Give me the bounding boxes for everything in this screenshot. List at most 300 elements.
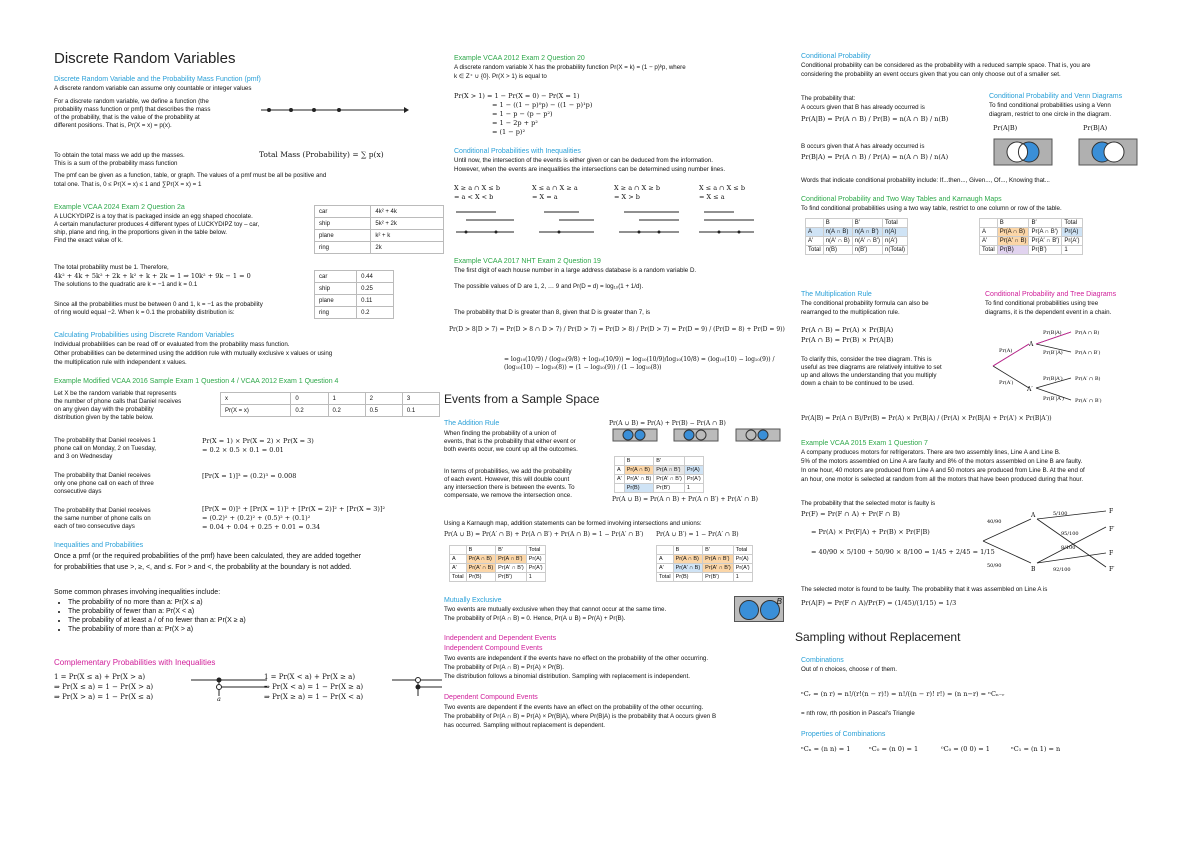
section-heading: Independent and Dependent Events (444, 635, 557, 642)
venn-label: Pr(B|A) (1083, 124, 1108, 132)
table-cell: plane (315, 295, 357, 307)
tree-label: Pr(A′) (999, 380, 1014, 386)
text: In one hour, 40 motors are produced from Line A and 50 motors are produced from Line B. At the end of (801, 467, 1085, 474)
table-cell: Pr(A) (526, 555, 545, 564)
table-cell (615, 457, 625, 466)
table-cell (980, 219, 998, 228)
table-cell: n(A′ ∩ B′) (852, 237, 882, 246)
table-row (806, 219, 908, 228)
text: Some common phrases involving inequalities include: (54, 589, 221, 596)
equation: ⇒ Pr(X > a) = 1 − Pr(X ≤ a) (54, 693, 154, 701)
tree-label: Pr(B′|A′) (1043, 396, 1064, 402)
table-row (657, 546, 753, 555)
question-2 (54, 472, 194, 496)
case-4 (699, 184, 745, 202)
table-cell: 0.2 (291, 405, 328, 417)
table-cell: A′ (615, 475, 625, 484)
text: The probability that Daniel receives (54, 507, 151, 514)
table-cell: Total (657, 573, 674, 582)
tree-label: Pr(B|A) (1043, 330, 1062, 336)
property: ⁿC₁ = (n 1) = n (1011, 745, 1061, 753)
text: the same number of phone calls on (54, 515, 151, 522)
pmf-definition (54, 98, 259, 130)
table-cell: Pr(A′ ∩ B′) (496, 564, 527, 573)
table-cell: Pr(B) (997, 246, 1029, 255)
text: ship, plane and ring, in the proportions given in the table below. (54, 229, 228, 236)
list-item: • The probability of more than a: Pr(X > a) (68, 625, 246, 634)
text: A LUCKYDIPZ is a toy that is packaged inside an egg shaped chocolate. (54, 213, 253, 220)
tree-node: F (1109, 550, 1114, 557)
table-row (657, 555, 753, 564)
motor-tree-diagram (981, 505, 1146, 577)
answer-1 (202, 437, 314, 455)
mutually-exclusive-venn (734, 596, 784, 622)
table-row (450, 564, 546, 573)
text: events, that is the probability that either event or (444, 438, 576, 445)
table-cell: k² + k (371, 230, 444, 242)
property: ⁰C₀ = (0 0) = 1 (941, 745, 990, 753)
equation: X ≤ a ∩ X ≥ a (532, 184, 578, 192)
tree-label: Pr(A′ ∩ B′) (1075, 398, 1102, 404)
table-cell: Pr(A ∩ B′) (496, 555, 527, 564)
table-cell: Pr(B) (466, 573, 496, 582)
table-row (657, 564, 753, 573)
table-cell: A′ (657, 564, 674, 573)
addition-rule-text (444, 430, 609, 454)
text: considering the probability an event occurs given that you can only choose out of a smaller set. (801, 71, 1061, 78)
table-cell: Pr(B) (673, 573, 703, 582)
number-line-diagrams (454, 206, 794, 240)
table-row (980, 219, 1083, 228)
table-row (615, 466, 704, 475)
table-header: Pr(X = x) (221, 405, 291, 417)
table-cell: n(A′) (883, 237, 908, 246)
table-cell: 2 (365, 393, 402, 405)
table-row (315, 283, 394, 295)
text: only one phone call on each of three (54, 480, 154, 487)
text: The probability that the selected motor is faulty is (801, 500, 936, 507)
karnaugh-map-1 (614, 456, 704, 493)
table-cell: 1 (526, 573, 545, 582)
derivation (454, 92, 592, 137)
tree-node: A′ (1027, 386, 1033, 393)
table-cell: B (673, 546, 703, 555)
table-cell: 0.2 (328, 405, 365, 417)
text: Find the exact value of k. (54, 237, 123, 244)
total-mass-formula: Total Mass (Probability) = ∑ p(x) (259, 150, 384, 159)
table-cell: n(A) (883, 228, 908, 237)
table-row (315, 206, 444, 218)
table-cell: Pr(A) (1062, 228, 1082, 237)
section-heading: The Addition Rule (444, 420, 500, 427)
text: phone call on Monday, 2 on Tuesday, (54, 445, 156, 452)
equation: Pr(A ∪ B) = Pr(A′ ∩ B) + Pr(A ∩ B′) + Pr(A ∩ B) = 1 − Pr(A′ ∩ B′) (444, 531, 644, 538)
table-row (806, 228, 908, 237)
tree-node: F′ (1109, 526, 1115, 533)
phone-call-distribution-table (220, 392, 440, 417)
table-cell: 0.44 (357, 271, 394, 283)
text: The probability of Pr(A ∩ B) = Pr(A) × Pr(B|A), where Pr(B|A) is the probability that A occurs given B (444, 713, 717, 720)
table-cell: A (980, 228, 998, 237)
text: of ring would equal −2. When k = 0.1 the probability distribution is: (54, 309, 235, 316)
table-cell (450, 546, 467, 555)
section-heading: Properties of Combinations (801, 731, 886, 738)
table-cell: Pr(B′) (703, 573, 734, 582)
text: Conditional probability can be considered as the probability with a reduced sample space. That is, you are (801, 62, 1091, 69)
table-cell: Total (733, 546, 752, 555)
text: of the probability, that is the value of the probability at (54, 114, 200, 121)
text: The total probability must be 1. Therefore, (54, 264, 169, 271)
circle-a (739, 600, 759, 620)
complement-right (264, 672, 363, 702)
table-cell: Pr(A ∩ B) (624, 466, 654, 475)
table-cell: 1 (684, 484, 703, 493)
multiplication-text (801, 356, 976, 388)
text: B occurs given that A has already occurred is (801, 143, 925, 150)
venn-label: Pr(A|B) (993, 124, 1018, 132)
table-cell: Pr(A′ ∩ B′) (654, 475, 685, 484)
text: different positions. That is, Pr(X = x) = p(x). (54, 122, 172, 129)
label-a: a (217, 695, 221, 703)
table-cell: 5k² + 2k (371, 218, 444, 230)
example-heading: Example VCAA 2015 Exam 1 Question 7 (801, 440, 928, 447)
table-cell: ring (315, 242, 371, 254)
section-title: Sampling without Replacement (795, 630, 961, 644)
combination-formula: ⁿCᵣ = (n r) = n!/(r!(n − r)!) = n!/((n − r)! r!) = (n n−r) = ⁿCₙ₋ᵣ (801, 690, 1005, 698)
table-row (315, 242, 444, 254)
text: Let X be the random variable that represents (54, 390, 177, 397)
addition-venn-diagrams (612, 428, 782, 442)
text: and 3 on Wednesday (54, 453, 113, 460)
text: The possible values of D are 1, 2, … 9 and Pr(D = d) = log₁₀(1 + 1/d). (454, 283, 644, 290)
table-cell: Pr(A′) (733, 564, 752, 573)
text: Two events are independent if the events have no effect on the probability of the other occurring. (444, 655, 709, 662)
text: When finding the probability of a union of (444, 430, 557, 437)
table-cell: Total (450, 573, 467, 582)
list-item: • The probability of fewer than a: Pr(X < a) (68, 607, 246, 616)
text: compensate, we remove the intersection once. (444, 492, 572, 499)
text: k ∈ Z⁺ ∪ {0}. Pr(X > 1) is equal to (454, 73, 547, 80)
table-cell (684, 457, 703, 466)
table-cell: Pr(A ∩ B′) (703, 555, 734, 564)
equation: = a < X < b (454, 193, 494, 201)
text: consecutive days (54, 488, 102, 495)
table-cell: Pr(A′) (684, 475, 703, 484)
label-b: B (776, 597, 782, 606)
text: Out of n choices, choose r of them. (801, 666, 897, 673)
tree-label: 50/90 (987, 563, 1002, 569)
text: has occurred. Sampling without replacement is dependent. (444, 722, 605, 729)
table-cell: plane (315, 230, 371, 242)
text: Using a Karnaugh map, addition statements can be formed involving intersections and unions: (444, 520, 702, 527)
equation: = 1 − ((1 − p)⁰p) − ((1 − p)¹p) (492, 101, 593, 109)
table-cell: A′ (450, 564, 467, 573)
table-row (980, 246, 1083, 255)
table-cell: Pr(B′) (1029, 246, 1062, 255)
equation: = 1 − 2p + p² (492, 119, 538, 127)
pmf-dot-diagram (259, 98, 409, 124)
addition-rule: Pr(A ∪ B) = Pr(A) + Pr(B) − Pr(A ∩ B) (609, 420, 726, 427)
section-heading: Mutually Exclusive (444, 597, 502, 604)
text: each of two consecutive days (54, 523, 135, 530)
table-cell: B′ (654, 457, 685, 466)
table-row (615, 475, 704, 484)
table-cell: Pr(A ∩ B′) (1029, 228, 1062, 237)
table-header: x (221, 393, 291, 405)
text: down a chain to be continued to be used. (801, 380, 914, 387)
case-2 (532, 184, 578, 202)
sub-heading: Independent Compound Events (444, 645, 543, 652)
table-cell: A (615, 466, 625, 475)
example-heading: Example VCAA 2012 Exam 2 Question 20 (454, 55, 585, 62)
equation: = log₁₀(10/9) / (log₁₀(9/8) + log₁₀(10/9)) = log₁₀(10/9)/log₁₀(10/8) = (log₁₀(10) − log₁₀(9)) / (log₁₀(10) − log₁₀(8)) = (1 − log₁₀(9)) / (1 − log₁₀(8)) (504, 356, 775, 371)
toy-proportions-table (314, 205, 444, 254)
case-1 (454, 184, 500, 202)
tree-label: Pr(A) (999, 348, 1013, 354)
addition-rule-text (444, 468, 609, 500)
equation: = Pr(A) × Pr(F|A) + Pr(B) × Pr(F|B) (811, 528, 930, 536)
table-cell: Pr(A′ ∩ B′) (1029, 237, 1062, 246)
text: distribution given by the table below. (54, 414, 154, 421)
karnaugh-map-2 (449, 545, 546, 582)
number-line-right (390, 674, 444, 704)
table-cell: 1 (328, 393, 365, 405)
text: The selected motor is found to be faulty. The probability that it was assembled on Line A is (801, 586, 1048, 593)
tree-node: F (1109, 508, 1114, 515)
equation: Pr(A ∪ B) = Pr(A ∩ B) + Pr(A ∩ B′) + Pr(A′ ∩ B) (612, 496, 758, 503)
equation: Pr(A|B) = Pr(A ∩ B) / Pr(B) = n(A ∩ B) / n(B) (801, 115, 949, 123)
text: diagrams, it is the dependent event in a chain. (985, 309, 1112, 316)
text: Individual probabilities can be read off or evaluated from the probability mass function. (54, 341, 290, 348)
text: The probability of Pr(A ∩ B) = 0. Hence, Pr(A ∪ B) = Pr(A) + Pr(B). (444, 615, 626, 622)
section-heading: Inequalities and Probabilities (54, 542, 144, 549)
table-cell: car (315, 206, 371, 218)
example-heading: Example VCAA 2024 Exam 2 Question 2a (54, 204, 185, 211)
table-cell: B′ (703, 546, 734, 555)
text: 5% of the motors assembled on Line A are faulty and 8% of the motors assembled on Line B are faulty. (801, 458, 1083, 465)
text: an hour, one motor is selected at random from all the motors that have been produced during that hour. (801, 476, 1084, 483)
text: A discrete random variable can assume only countable or integer values (54, 85, 252, 92)
question-1 (54, 437, 194, 461)
table-cell: B (466, 546, 496, 555)
equation: 4k² + 4k + 5k² + 2k + k² + k + 2k = 1 ⇒ 10k² + 9k − 1 = 0 (54, 272, 251, 280)
table-cell: ship (315, 283, 357, 295)
example-solution (54, 264, 309, 289)
table-cell: 3 (402, 393, 439, 405)
table-cell: Pr(A′ ∩ B) (673, 564, 703, 573)
table-cell: ship (315, 218, 371, 230)
tree-diagram (981, 320, 1151, 412)
text: To find conditional probabilities using tree (985, 300, 1099, 307)
table-row (615, 484, 704, 493)
two-way-table (805, 218, 908, 255)
table-cell: n(A′ ∩ B) (823, 237, 852, 246)
tree-node: B (1031, 566, 1036, 573)
tree-node: A (1029, 341, 1034, 348)
table-row (450, 546, 546, 555)
equation: [Pr(X = 0)]² + [Pr(X = 1)]² + [Pr(X = 2)]² + [Pr(X = 3)]² (202, 505, 386, 513)
equation: Pr(A|F) = Pr(F ∩ A)/Pr(F) = (1/45)/(1/15) = 1/3 (801, 599, 957, 607)
table-cell: Total (806, 246, 824, 255)
tree-node: A (1031, 512, 1036, 519)
example-heading: Example VCAA 2017 NHT Exam 2 Question 19 (454, 258, 601, 265)
text: The probability that D is greater than 8, given that D is greater than 7, is (454, 309, 651, 316)
equation: X ≥ a ∩ X ≤ b (454, 184, 501, 192)
equation: = 40/90 × 5/100 + 50/90 × 8/100 = 1/45 + 2/45 = 1/15 (811, 548, 995, 556)
text: The conditional probability formula can also be (801, 300, 929, 307)
list-item: • The probability of at least a / of no fewer than a: Pr(X ≥ a) (68, 616, 246, 625)
property: ⁿC₀ = (n 0) = 1 (869, 745, 919, 753)
tree-conditional-equation: Pr(A|B) = Pr(A ∩ B)/Pr(B) = Pr(A) × Pr(B|A) / (Pr(A) × Pr(B|A) + Pr(A′) × Pr(B|A′)) (801, 415, 1052, 422)
table-row (315, 295, 394, 307)
toy-distribution-table (314, 270, 394, 319)
table-cell: 0 (291, 393, 328, 405)
tree-label: 95/100 (1061, 531, 1079, 537)
text: Until now, the intersection of the events is either given or can be deduced from the information. (454, 157, 713, 164)
table-cell: n(A ∩ B′) (852, 228, 882, 237)
question-3 (54, 507, 194, 531)
table-cell: Pr(A′ ∩ B) (466, 564, 496, 573)
table-cell: A′ (806, 237, 824, 246)
text: Two events are dependent if the events have an effect on the probability of the other occurring. (444, 704, 704, 711)
tree-label: Pr(B|A′) (1043, 376, 1063, 382)
table-row (657, 573, 753, 582)
text: Once a pmf (or the required probabilities of the pmf) have been calculated, they are added together (54, 553, 362, 560)
table-row (315, 230, 444, 242)
table-cell: A (450, 555, 467, 564)
text: up and allows the understanding that you multiply (801, 372, 937, 379)
text: The probability that Daniel receives 1 (54, 437, 156, 444)
equation: = 0.04 + 0.04 + 0.25 + 0.01 = 0.34 (202, 523, 321, 531)
karnaugh-map-3 (656, 545, 753, 582)
table-cell: 0.5 (365, 405, 402, 417)
table-cell: A (806, 228, 824, 237)
table-cell: Pr(A ∩ B) (673, 555, 703, 564)
text: To clarify this, consider the tree diagram. This is (801, 356, 932, 363)
text: However, when the events are inequalities the intersections can be determined using number lines. (454, 166, 726, 173)
section-heading: Complementary Probabilities with Inequalities (54, 658, 216, 667)
equation: Pr(A ∩ B) = Pr(B) × Pr(A|B) (801, 336, 894, 344)
equation: Pr(D > 8|D > 7) = Pr(D > 8 ∩ D > 7) / Pr(D > 7) = Pr(D > 8) / Pr(D > 7) = Pr(D = 9) / (Pr(D = 8) + Pr(D = 9)) (449, 326, 785, 333)
section-heading: Combinations (801, 657, 844, 664)
tree-node: F′ (1109, 566, 1115, 573)
text: rearranged to the multiplication rule. (801, 309, 900, 316)
table-cell: Total (883, 219, 908, 228)
table-row (806, 246, 908, 255)
tree-label: 40/90 (987, 519, 1002, 525)
table-row (806, 237, 908, 246)
table-cell: Total (1062, 219, 1082, 228)
text: This is a sum of the probability mass function (54, 160, 178, 167)
table-cell: Pr(A ∩ B′) (654, 466, 685, 475)
text: A certain manufacturer produces 4 different types of LUCKYDIPZ toy – car, (54, 221, 260, 228)
equation: Pr(A ∩ B) = Pr(A) × Pr(B|A) (801, 326, 894, 334)
equation: = X > b (614, 193, 640, 201)
table-cell: Pr(A′ ∩ B) (624, 475, 654, 484)
equation: Pr(X > 1) = 1 − Pr(X = 0) − Pr(X = 1) (454, 92, 580, 100)
tree-label: Pr(A ∩ B) (1075, 330, 1100, 336)
sub-heading: Dependent Compound Events (444, 694, 538, 701)
section-heading: Conditional Probability and Tree Diagrams (985, 291, 1117, 298)
text: useful as tree diagrams are relatively intuitive to set (801, 364, 942, 371)
table-cell: Total (980, 246, 998, 255)
table-cell: Pr(B′) (496, 573, 527, 582)
text: total one. That is, 0 ≤ Pr(X = x) ≤ 1 and ∑Pr(X = x) = 1 (54, 181, 202, 188)
equation: = 0.2 × 0.5 × 0.1 = 0.01 (202, 446, 284, 454)
table-cell: Pr(A) (733, 555, 752, 564)
text: The distribution follows a binomial distribution. Sampling with replacement is independent. (444, 673, 690, 680)
text: Two events are mutually exclusive when they that cannot occur at the same time. (444, 606, 667, 613)
equation: Pr(F) = Pr(F ∩ A) + Pr(F ∩ B) (801, 510, 900, 518)
text: probability mass function or pmf) that describes the mass (54, 106, 211, 113)
table-cell: car (315, 271, 357, 283)
text: = nth row, rth position in Pascal's Triangle (801, 710, 915, 717)
table-row (980, 237, 1083, 246)
table-cell: A (657, 555, 674, 564)
table-cell: 0.25 (357, 283, 394, 295)
table-cell: A′ (980, 237, 998, 246)
text: both events occur, we count up all the outcomes. (444, 446, 578, 453)
equation: ⇒ Pr(X ≥ a) = 1 − Pr(X < a) (264, 693, 364, 701)
table-cell: 0.11 (357, 295, 394, 307)
text: any intersection there is between the events. To (444, 484, 575, 491)
text: for probabilities that use >, ≥, <, and ≤. For > and <, the probability at the boundary is not added. (54, 564, 352, 571)
table-row (315, 307, 394, 319)
equation: 1 = Pr(X ≤ a) + Pr(X > a) (54, 673, 146, 681)
answer-2: [Pr(X = 1)]³ = (0.2)³ = 0.008 (202, 472, 297, 480)
table-cell (615, 484, 625, 493)
table-cell: n(A ∩ B) (823, 228, 852, 237)
table-cell: n(B) (823, 246, 852, 255)
equation: Pr(A ∪ B′) = 1 − Pr(A′ ∩ B) (656, 531, 739, 538)
equation: = X = a (532, 193, 558, 201)
text: To find conditional probabilities using a two way table, restrict to one column or row of the table. (801, 205, 1062, 212)
karnaugh-map (979, 218, 1083, 255)
example-body (54, 213, 309, 245)
equation: = X ≤ a (699, 193, 725, 201)
equation: X ≤ a ∩ X ≤ b (699, 184, 746, 192)
page-title: Discrete Random Variables (54, 50, 236, 67)
section-heading: Conditional Probability and Two Way Tables and Karnaugh Maps (801, 196, 1002, 203)
text: In terms of probabilities, we add the probability (444, 468, 572, 475)
table-cell: B′ (852, 219, 882, 228)
table-cell: B′ (1029, 219, 1062, 228)
table-cell: B′ (496, 546, 527, 555)
section-heading: Conditional Probabilities with Inequalities (454, 148, 581, 155)
tree-label: 5/100 (1053, 511, 1068, 517)
number-line-left (189, 674, 269, 704)
equation: Pr(X = 1) × Pr(X = 2) × Pr(X = 3) (202, 437, 314, 445)
example-heading: Example Modified VCAA 2016 Sample Exam 1 Question 4 / VCAA 2012 Exam 1 Question 4 (54, 378, 339, 385)
text: on any given day with the probability (54, 406, 154, 413)
text: The first digit of each house number in a large address database is a random variable D. (454, 267, 697, 274)
list-item: • The probability of no more than a: Pr(X ≤ a) (68, 598, 246, 607)
equation: Pr(B|A) = Pr(A ∩ B) / Pr(A) = n(A ∩ B) / n(A) (801, 153, 949, 161)
inequality-phrases-list (54, 598, 246, 634)
equation: X ≥ a ∩ X ≥ b (614, 184, 661, 192)
equation: ⇒ Pr(X < a) = 1 − Pr(X ≥ a) (264, 683, 364, 691)
tree-label: Pr(A ∩ B′) (1075, 350, 1101, 356)
equation: = (1 − p)² (492, 128, 526, 136)
tree-label: 92/100 (1053, 567, 1071, 573)
text: To obtain the total mass we add up the masses. (54, 152, 185, 159)
table-row (980, 228, 1083, 237)
table-cell: Pr(A ∩ B) (997, 228, 1029, 237)
text: A company produces motors for refrigerators. There are two assembly lines, Line A and Line B. (801, 449, 1061, 456)
table-cell: B (997, 219, 1029, 228)
table-cell: 1 (733, 573, 752, 582)
equation: ⇒ Pr(X ≤ a) = 1 − Pr(X > a) (54, 683, 154, 691)
